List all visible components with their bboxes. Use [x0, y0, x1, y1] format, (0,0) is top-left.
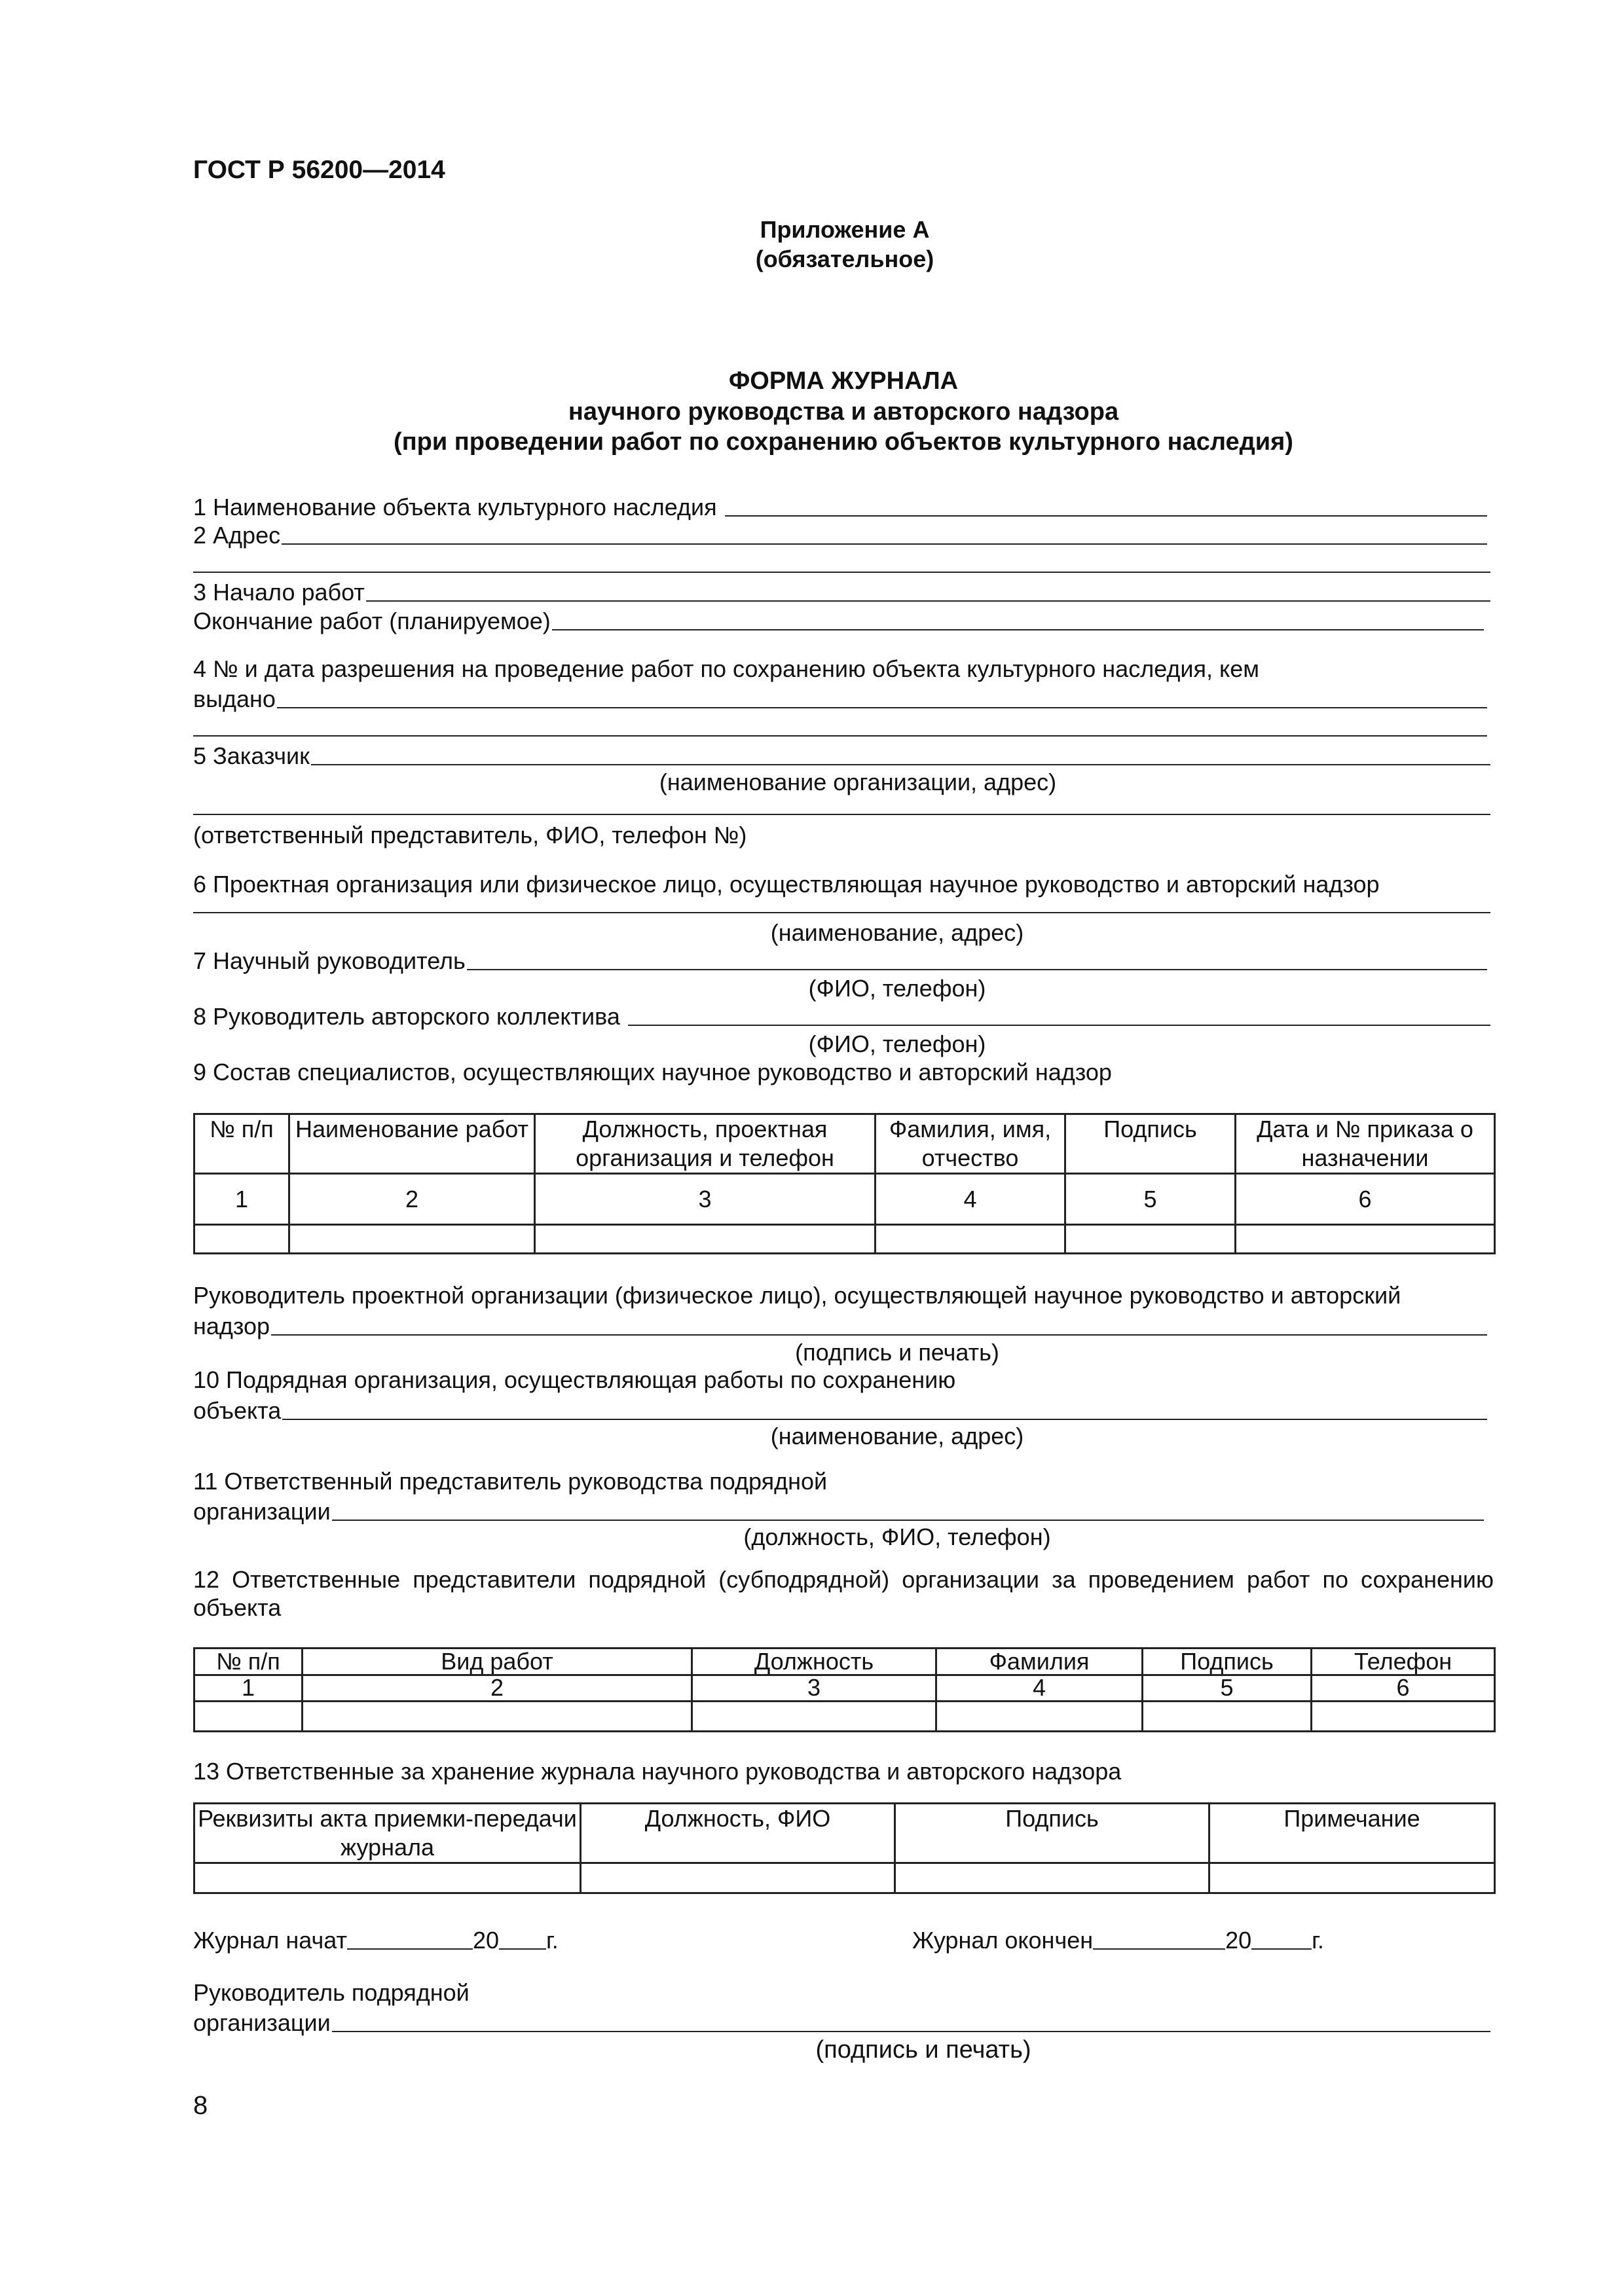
field-contractor[interactable]: [193, 1395, 1487, 1423]
journal-ended-label: Журнал окончен: [912, 1927, 1094, 1954]
table-cell[interactable]: [303, 1702, 692, 1732]
column-number: 3: [535, 1174, 876, 1225]
fill-line: [193, 814, 1490, 815]
fill-line: [193, 912, 1490, 913]
table-cell[interactable]: [194, 1702, 303, 1732]
contractor-head-label: Руководитель подрядной: [193, 1979, 470, 2006]
table-cell[interactable]: [194, 1863, 581, 1893]
table-number-row: [194, 1174, 1495, 1225]
column-number: 3: [692, 1675, 936, 1702]
table-cell[interactable]: [876, 1225, 1065, 1254]
field-label: 3 Начало работ: [193, 579, 365, 606]
fill-line: [332, 2031, 1490, 2032]
field-permit[interactable]: [193, 683, 1487, 711]
table-row: [194, 1225, 1495, 1254]
table-cell[interactable]: [692, 1702, 936, 1732]
journal-started-suffix: г.: [546, 1927, 559, 1954]
field-address[interactable]: [193, 520, 1487, 547]
fill-line: [366, 600, 1490, 602]
fill-line: [332, 1520, 1484, 1521]
fill-line: [282, 1419, 1487, 1420]
column-number: 5: [1065, 1174, 1236, 1225]
field-label: 1 Наименование объекта культурного наследия: [193, 494, 717, 520]
field-label: 8 Руководитель авторского коллектива: [193, 1003, 620, 1030]
fill-line: [467, 969, 1487, 970]
hint-customer-rep: (ответственный представитель, ФИО, телефон №): [193, 822, 747, 848]
fill-line: [193, 735, 1487, 737]
table-row: [194, 1863, 1495, 1893]
journal-started-label: Журнал начат: [193, 1927, 347, 1954]
field-contractor-head-signature[interactable]: [193, 2007, 1490, 2035]
column-header: Наименование работ: [289, 1114, 535, 1174]
field-contractor-rep-label: 11 Ответственный представитель руководства подрядной: [193, 1468, 828, 1495]
field-responsible-reps-label: 12 Ответственные представители подрядной (субподрядной) организации за проведением работ по сохранению: [193, 1566, 1494, 1593]
column-number: 6: [1236, 1174, 1495, 1225]
journal-custody-table: [193, 1802, 1496, 1894]
column-number: 6: [1312, 1675, 1495, 1702]
column-number: 5: [1143, 1675, 1312, 1702]
column-header: Подпись: [1065, 1114, 1236, 1174]
fill-line: [271, 1334, 1487, 1336]
column-number: 1: [194, 1675, 303, 1702]
field-customer[interactable]: [193, 740, 1490, 768]
table-header-row: [194, 1804, 1495, 1863]
fill-line: [311, 764, 1490, 765]
field-label: 7 Научный руководитель: [193, 947, 466, 974]
field-label: организации: [193, 1498, 331, 1525]
appendix-title: Приложение А: [760, 216, 930, 243]
column-header: № п/п: [194, 1649, 303, 1675]
hint-scientific-lead: (ФИО, телефон): [808, 975, 986, 1002]
fill-line: [193, 572, 1490, 573]
column-number: 4: [876, 1174, 1065, 1225]
table-cell[interactable]: [1312, 1702, 1495, 1732]
hint-contractor: (наименование, адрес): [770, 1423, 1024, 1449]
appendix-note: (обязательное): [755, 246, 934, 272]
document-code: ГОСТ Р 56200—2014: [193, 156, 445, 184]
field-label: 2 Адрес: [193, 522, 281, 549]
responsible-reps-table: [193, 1647, 1496, 1732]
column-header: Дата и № приказа о назначении: [1236, 1114, 1495, 1174]
page-number: 8: [193, 2091, 208, 2120]
table-header-row: [194, 1114, 1495, 1174]
field-label: 5 Заказчик: [193, 742, 310, 769]
column-header: Реквизиты акта приемки-передачи журнала: [194, 1804, 581, 1863]
design-head-label: Руководитель проектной организации (физическое лицо), осуществляющей научное руководство и авторский: [193, 1282, 1401, 1309]
column-header: Должность, ФИО: [581, 1804, 895, 1863]
hint-customer: (наименование организации, адрес): [659, 769, 1057, 795]
field-label: объекта: [193, 1397, 282, 1424]
table-cell[interactable]: [1236, 1225, 1495, 1254]
fill-line: [499, 1948, 546, 1950]
field-permit-label: 4 № и дата разрешения на проведение работ по сохранению объекта культурного наследия, кем: [193, 655, 1259, 682]
field-label: надзор: [193, 1313, 270, 1339]
fill-line: [628, 1025, 1490, 1026]
column-header: Подпись: [895, 1804, 1209, 1863]
field-design-org-label: 6 Проектная организация или физическое лицо, осуществляющая научное руководство и авторский надзор: [193, 871, 1380, 898]
field-contractor-rep[interactable]: [193, 1496, 1484, 1523]
column-header: Примечание: [1209, 1804, 1495, 1863]
journal-ended-year: 20: [1225, 1927, 1252, 1954]
fill-line: [282, 543, 1487, 545]
field-work-end[interactable]: [193, 606, 1484, 633]
column-number: 4: [936, 1675, 1143, 1702]
field-label: организации: [193, 2009, 331, 2036]
form-title: ФОРМА ЖУРНАЛА: [728, 367, 959, 395]
column-header: Фамилия, имя, отчество: [876, 1114, 1065, 1174]
hint-author-lead: (ФИО, телефон): [808, 1030, 986, 1057]
specialists-table: [193, 1113, 1496, 1254]
field-journal-ended[interactable]: [912, 1925, 1324, 1952]
table-cell[interactable]: [1143, 1702, 1312, 1732]
table-cell[interactable]: [936, 1702, 1143, 1732]
field-work-start[interactable]: [193, 577, 1490, 604]
column-number: 1: [194, 1174, 289, 1225]
hint-signature-seal: (подпись и печать): [795, 1339, 999, 1366]
fill-line: [347, 1948, 473, 1950]
table-row: [194, 1702, 1495, 1732]
table-number-row: [194, 1675, 1495, 1702]
fill-line: [1251, 1948, 1312, 1950]
field-heritage-object[interactable]: [193, 492, 1487, 519]
table-cell[interactable]: [1065, 1225, 1236, 1254]
table-cell[interactable]: [895, 1863, 1209, 1893]
column-header: Подпись: [1143, 1649, 1312, 1675]
hint-contractor-rep: (должность, ФИО, телефон): [743, 1523, 1051, 1550]
field-contractor-label: 10 Подрядная организация, осуществляющая работы по сохранению: [193, 1366, 956, 1393]
fill-line: [277, 707, 1487, 708]
table-cell[interactable]: [1209, 1863, 1495, 1893]
table-header-row: [194, 1649, 1495, 1675]
field-journal-custody-label: 13 Ответственные за хранение журнала научного руководства и авторского надзора: [193, 1758, 1122, 1785]
journal-ended-suffix: г.: [1312, 1927, 1324, 1954]
column-header: Фамилия: [936, 1649, 1143, 1675]
column-header: Вид работ: [303, 1649, 692, 1675]
table-cell[interactable]: [194, 1225, 289, 1254]
hint-contractor-signature: (подпись и печать): [815, 2036, 1031, 2064]
field-design-head-signature[interactable]: [193, 1311, 1487, 1338]
column-number: 2: [289, 1174, 535, 1225]
field-responsible-reps-label-cont: объекта: [193, 1594, 282, 1621]
journal-started-year: 20: [472, 1927, 499, 1954]
table-cell[interactable]: [581, 1863, 895, 1893]
fill-line: [1093, 1948, 1225, 1950]
field-label: Окончание работ (планируемое): [193, 608, 551, 634]
table-cell[interactable]: [289, 1225, 535, 1254]
column-header: № п/п: [194, 1114, 289, 1174]
hint-design-org: (наименование, адрес): [770, 919, 1024, 946]
table-cell[interactable]: [535, 1225, 876, 1254]
field-scientific-lead[interactable]: [193, 945, 1487, 973]
column-header: Должность, проектная организация и телефон: [535, 1114, 876, 1174]
field-label: выдано: [193, 685, 276, 712]
column-header: Должность: [692, 1649, 936, 1675]
form-subtitle: научного руководства и авторского надзора: [568, 398, 1119, 426]
fill-line: [725, 515, 1487, 517]
column-header: Телефон: [1312, 1649, 1495, 1675]
field-author-lead[interactable]: [193, 1001, 1490, 1029]
fill-line: [552, 629, 1484, 630]
form-subtitle-scope: (при проведении работ по сохранению объектов культурного наследия): [394, 428, 1293, 456]
field-specialists-label: 9 Состав специалистов, осуществляющих научное руководство и авторский надзор: [193, 1059, 1112, 1085]
field-journal-started[interactable]: [193, 1925, 559, 1952]
column-number: 2: [303, 1675, 692, 1702]
